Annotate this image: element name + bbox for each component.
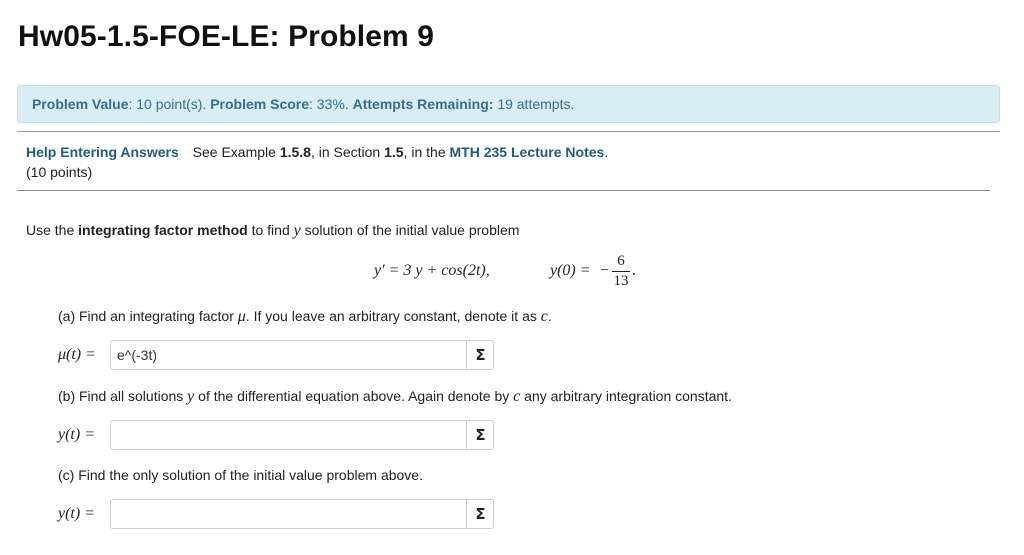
problem-score-text: : 33%. — [309, 96, 349, 112]
part-a-answer-input[interactable] — [110, 340, 494, 370]
intro-pre: Use the — [26, 222, 75, 238]
divider-top — [17, 131, 1000, 132]
fraction-bar — [612, 271, 630, 272]
equation-editor-icon[interactable]: Σ — [466, 420, 494, 450]
lecture-notes-link[interactable]: MTH 235 Lecture Notes — [449, 144, 605, 160]
intro-method: integrating factor method — [78, 222, 248, 238]
part-a-prompt — [58, 308, 552, 326]
attempts-remaining-label: Attempts Remaining: — [352, 96, 494, 112]
part-b-y: y — [187, 388, 195, 405]
part-b-text-mid: of the differential equation above. Again denote by — [198, 388, 510, 404]
help-period: . — [604, 144, 609, 160]
attempts-remaining-text: 19 attempts. — [497, 96, 575, 112]
part-b-prompt — [58, 388, 732, 406]
equation-editor-icon[interactable]: Σ — [466, 340, 494, 370]
problem-score-label: Problem Score — [210, 96, 310, 112]
fraction-denominator: 13 — [613, 273, 629, 289]
part-c-answer-input[interactable] — [110, 499, 494, 529]
part-a-answer-label: μ(t) = — [58, 346, 96, 363]
in-the-text: , in the — [403, 144, 446, 160]
intro-mid: to find — [251, 222, 290, 238]
see-example-text: See Example — [192, 144, 276, 160]
initial-value-problem-equation — [374, 254, 664, 294]
page-title: Hw05-1.5-FOE-LE: Problem 9 — [18, 20, 435, 53]
initial-condition-fraction — [612, 253, 630, 290]
part-a-mu: μ — [237, 308, 246, 325]
part-c-answer-label: y(t) = — [58, 505, 95, 522]
part-b-answer-label: y(t) = — [58, 426, 95, 443]
problem-score-banner — [17, 85, 1000, 123]
section-number: 1.5 — [384, 144, 404, 160]
part-b-constant: c — [513, 388, 521, 405]
equation-editor-icon[interactable]: Σ — [466, 499, 494, 529]
part-b-answer-input[interactable] — [110, 420, 494, 450]
in-section-text: , in Section — [310, 144, 381, 160]
equation-period: . — [632, 262, 636, 279]
intro-variable: y — [293, 222, 301, 239]
differential-equation: y′ = 3 y + cos(2t), — [374, 262, 490, 279]
example-number: 1.5.8 — [279, 144, 311, 160]
part-c-prompt: (c) Find the only solution of the initial value problem above. — [58, 467, 423, 483]
problem-value-text: : 10 point(s). — [128, 96, 207, 112]
help-line — [26, 144, 608, 160]
problem-intro — [26, 222, 519, 240]
part-a-constant: c — [540, 308, 548, 325]
part-a-text-pre: (a) Find an integrating factor — [58, 308, 234, 324]
intro-post: solution of the initial value problem — [304, 222, 520, 238]
part-a-end: . — [547, 308, 552, 324]
divider-bottom — [17, 190, 990, 191]
initial-condition-minus: − — [600, 262, 610, 279]
problem-value-label: Problem Value — [32, 96, 129, 112]
points-text: (10 points) — [26, 164, 93, 180]
initial-condition-lhs: y(0) = — [550, 262, 591, 279]
fraction-numerator: 6 — [617, 253, 625, 269]
part-b-text-pre: (b) Find all solutions — [58, 388, 184, 404]
part-b-text-post: any arbitrary integration constant. — [524, 388, 732, 404]
part-a-text-post: . If you leave an arbitrary constant, denote it as — [245, 308, 537, 324]
help-entering-answers-link[interactable]: Help Entering Answers — [26, 144, 179, 160]
